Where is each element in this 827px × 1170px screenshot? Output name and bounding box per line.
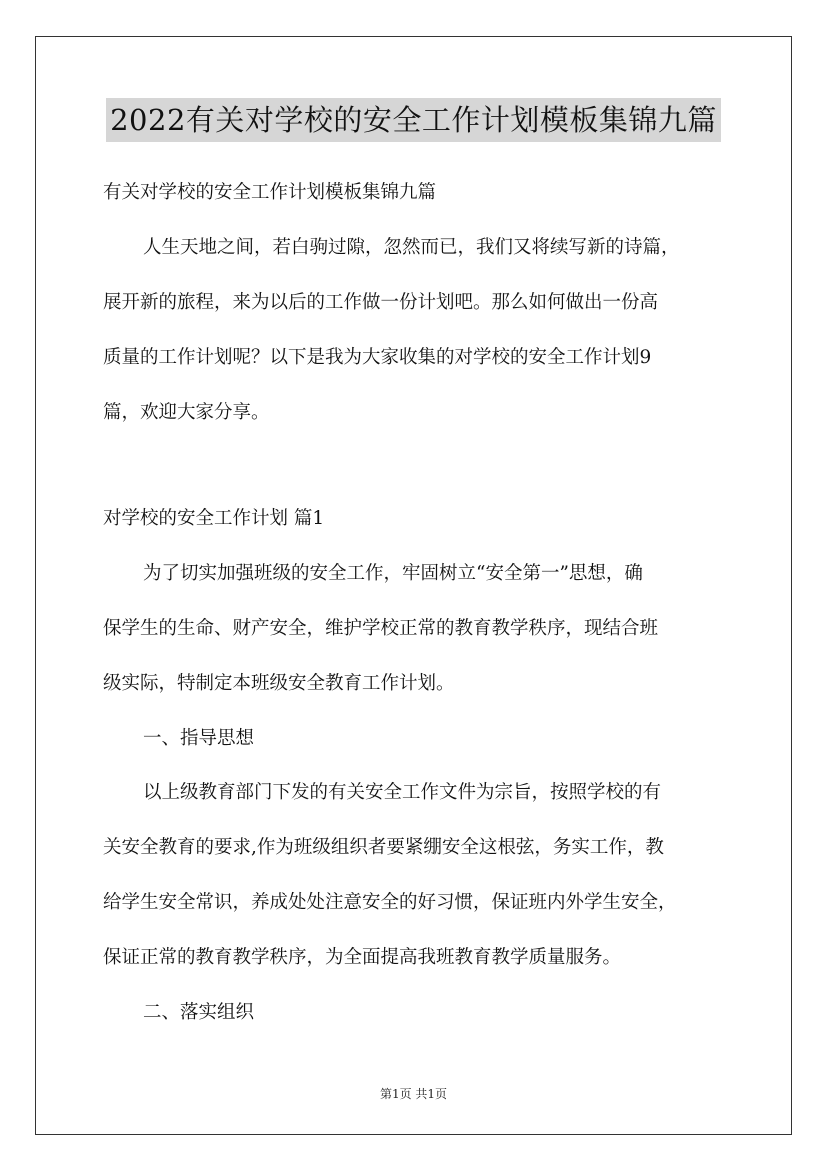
paragraph-line: 给学生安全常识，养成处处注意安全的好习惯，保证班内外学生安全， [103,892,677,913]
paragraph-line: 保学生的生命、财产安全，维护学校正常的教育教学秩序，现结合班 [103,618,659,639]
title-container [0,98,827,142]
paragraph-line: 级实际，特制定本班级安全教育工作计划。 [103,673,455,694]
subsection-heading: 二、落实组织 [143,1002,255,1023]
paragraph-line: 质量的工作计划呢？以下是我为大家收集的对学校的安全工作计划9 [103,347,652,368]
paragraph-line: 关安全教育的要求,作为班级组织者要紧绷安全这根弦，务实工作，教 [103,837,664,858]
subsection-heading: 一、指导思想 [143,728,255,749]
document-title: 2022有关对学校的安全工作计划模板集锦九篇 [106,98,721,142]
section-heading: 对学校的安全工作计划 篇1 [103,508,325,529]
subtitle-line: 有关对学校的安全工作计划模板集锦九篇 [103,182,437,203]
paragraph-line: 人生天地之间，若白驹过隙，忽然而已，我们又将续写新的诗篇， [143,237,680,258]
paragraph-line: 为了切实加强班级的安全工作，牢固树立“安全第一”思想，确 [143,563,643,584]
paragraph-line: 篇，欢迎大家分享。 [103,402,270,423]
page-footer: 第1页 共1页 [379,1087,448,1101]
paragraph-line: 以上级教育部门下发的有关安全工作文件为宗旨，按照学校的有 [143,782,662,803]
paragraph-line: 保证正常的教育教学秩序，为全面提高我班教育教学质量服务。 [103,947,622,968]
paragraph-line: 展开新的旅程，来为以后的工作做一份计划吧。那么如何做出一份高 [103,292,659,313]
